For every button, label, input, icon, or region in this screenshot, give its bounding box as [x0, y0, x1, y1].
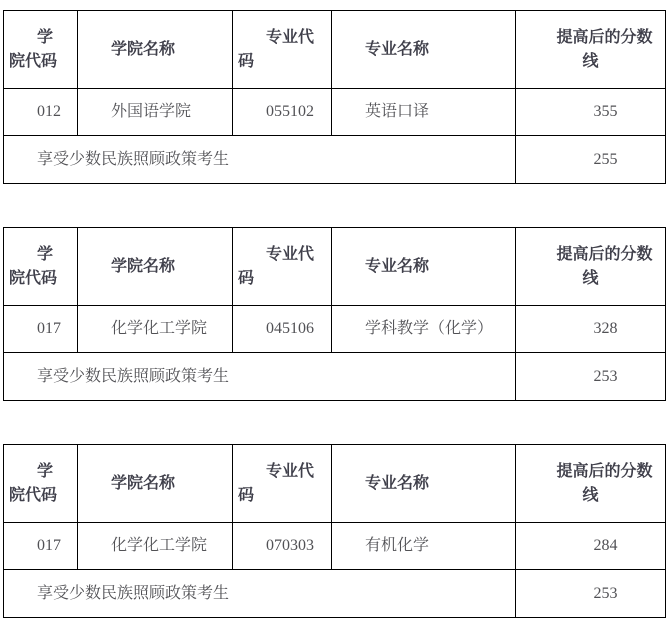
table-row	[4, 570, 666, 618]
header-major-code	[233, 445, 332, 523]
cell-college-code: 012	[4, 89, 78, 136]
header-score-line	[516, 11, 666, 89]
cell-minority-label: 享受少数民族照顾政策考生	[4, 353, 516, 401]
header-college-code-label: 学院代码	[9, 28, 58, 70]
table-row	[4, 228, 666, 306]
table-row	[4, 89, 666, 136]
score-table-2	[3, 227, 666, 401]
header-major-code	[233, 11, 332, 89]
table-row	[4, 11, 666, 89]
cell-major-code: 055102	[233, 89, 332, 136]
cell-college-name: 化学化工学院	[78, 523, 233, 570]
cell-minority-score: 253	[516, 570, 666, 618]
cell-college-name: 外国语学院	[78, 89, 233, 136]
header-college-code	[4, 11, 78, 89]
header-college-code	[4, 445, 78, 523]
header-major-code-label: 专业代码	[238, 462, 315, 504]
header-major-code	[233, 228, 332, 306]
header-major-code-label: 专业代码	[238, 245, 315, 287]
header-score-line-label: 提高后的分数线	[556, 28, 653, 70]
cell-major-name: 英语口译	[332, 89, 516, 136]
header-major-name: 专业名称	[332, 228, 516, 306]
cell-score: 355	[516, 89, 666, 136]
cell-major-name: 学科教学（化学）	[332, 306, 516, 353]
header-college-code-label: 学院代码	[9, 245, 58, 287]
header-college-name: 学院名称	[78, 11, 233, 89]
table-row	[4, 445, 666, 523]
table-row	[4, 523, 666, 570]
header-score-line	[516, 228, 666, 306]
cell-score: 328	[516, 306, 666, 353]
header-major-name: 专业名称	[332, 11, 516, 89]
cell-minority-score: 253	[516, 353, 666, 401]
table-row	[4, 136, 666, 184]
cell-college-code: 017	[4, 306, 78, 353]
table-row	[4, 306, 666, 353]
header-score-line-label: 提高后的分数线	[556, 245, 653, 287]
header-college-name: 学院名称	[78, 228, 233, 306]
header-college-code-label: 学院代码	[9, 462, 58, 504]
header-major-name: 专业名称	[332, 445, 516, 523]
header-score-line	[516, 445, 666, 523]
header-major-code-label: 专业代码	[238, 28, 315, 70]
cell-score: 284	[516, 523, 666, 570]
header-college-code	[4, 228, 78, 306]
cell-minority-label: 享受少数民族照顾政策考生	[4, 136, 516, 184]
cell-minority-label: 享受少数民族照顾政策考生	[4, 570, 516, 618]
header-score-line-label: 提高后的分数线	[556, 462, 653, 504]
table-row	[4, 353, 666, 401]
cell-major-name: 有机化学	[332, 523, 516, 570]
cell-college-name: 化学化工学院	[78, 306, 233, 353]
cell-college-code: 017	[4, 523, 78, 570]
cell-minority-score: 255	[516, 136, 666, 184]
score-table-3	[3, 444, 666, 618]
cell-major-code: 070303	[233, 523, 332, 570]
header-college-name: 学院名称	[78, 445, 233, 523]
cell-major-code: 045106	[233, 306, 332, 353]
score-table-1	[3, 10, 666, 184]
